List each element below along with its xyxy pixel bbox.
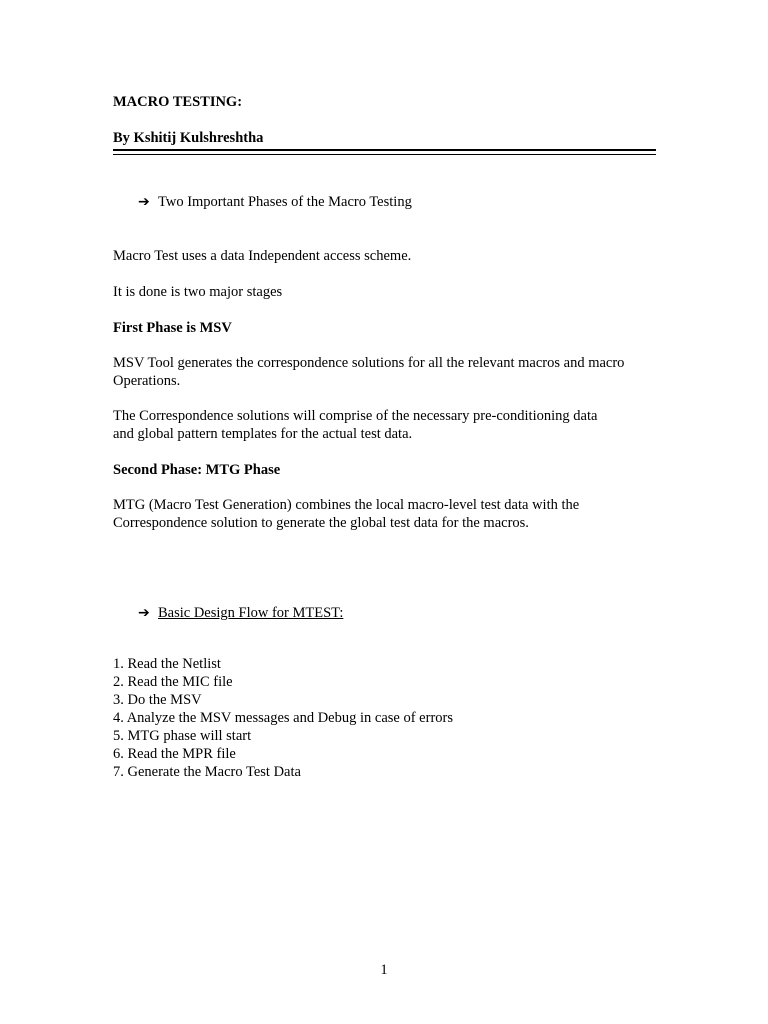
list-item: 7. Generate the Macro Test Data	[113, 764, 301, 780]
section-heading-design-flow-text: Basic Design Flow for MTEST:	[158, 605, 344, 621]
intro-line-2: It is done is two major stages	[113, 284, 283, 300]
list-item: 3. Do the MSV	[113, 692, 202, 708]
intro-line-1: Macro Test uses a data Independent access scheme.	[113, 248, 412, 264]
phase1-paragraph-1-line-2: Operations.	[113, 373, 181, 389]
list-item: 4. Analyze the MSV messages and Debug in case of errors	[113, 710, 453, 726]
phase1-paragraph-1-line-1: MSV Tool generates the correspondence solutions for all the relevant macros and macro	[113, 355, 625, 371]
document-author: By Kshitij Kulshreshtha	[113, 130, 264, 146]
phase1-heading: First Phase is MSV	[113, 320, 232, 336]
section-heading-design-flow	[138, 604, 343, 622]
list-item: 1. Read the Netlist	[113, 656, 221, 672]
phase1-paragraph-2-line-2: and global pattern templates for the actual test data.	[113, 426, 413, 442]
design-flow-steps	[113, 655, 453, 781]
phase2-paragraph-line-1: MTG (Macro Test Generation) combines the local macro-level test data with the	[113, 497, 580, 513]
document-title: MACRO TESTING:	[113, 94, 243, 110]
right-arrow-icon: ➔	[138, 605, 150, 621]
list-item: 5. MTG phase will start	[113, 728, 252, 744]
phase1-paragraph-2-line-1: The Correspondence solutions will comprise of the necessary pre-conditioning data	[113, 408, 598, 424]
section-heading-phases-text: Two Important Phases of the Macro Testing	[158, 194, 412, 210]
phase2-heading: Second Phase: MTG Phase	[113, 462, 281, 478]
page-number: 1	[380, 962, 388, 978]
list-item: 2. Read the MIC file	[113, 674, 233, 690]
list-item: 6. Read the MPR file	[113, 746, 236, 762]
divider-thick	[113, 149, 656, 151]
phase2-paragraph-line-2: Correspondence solution to generate the global test data for the macros.	[113, 515, 529, 531]
section-heading-phases	[138, 193, 412, 211]
divider-thin	[113, 154, 656, 155]
right-arrow-icon: ➔	[138, 194, 150, 210]
